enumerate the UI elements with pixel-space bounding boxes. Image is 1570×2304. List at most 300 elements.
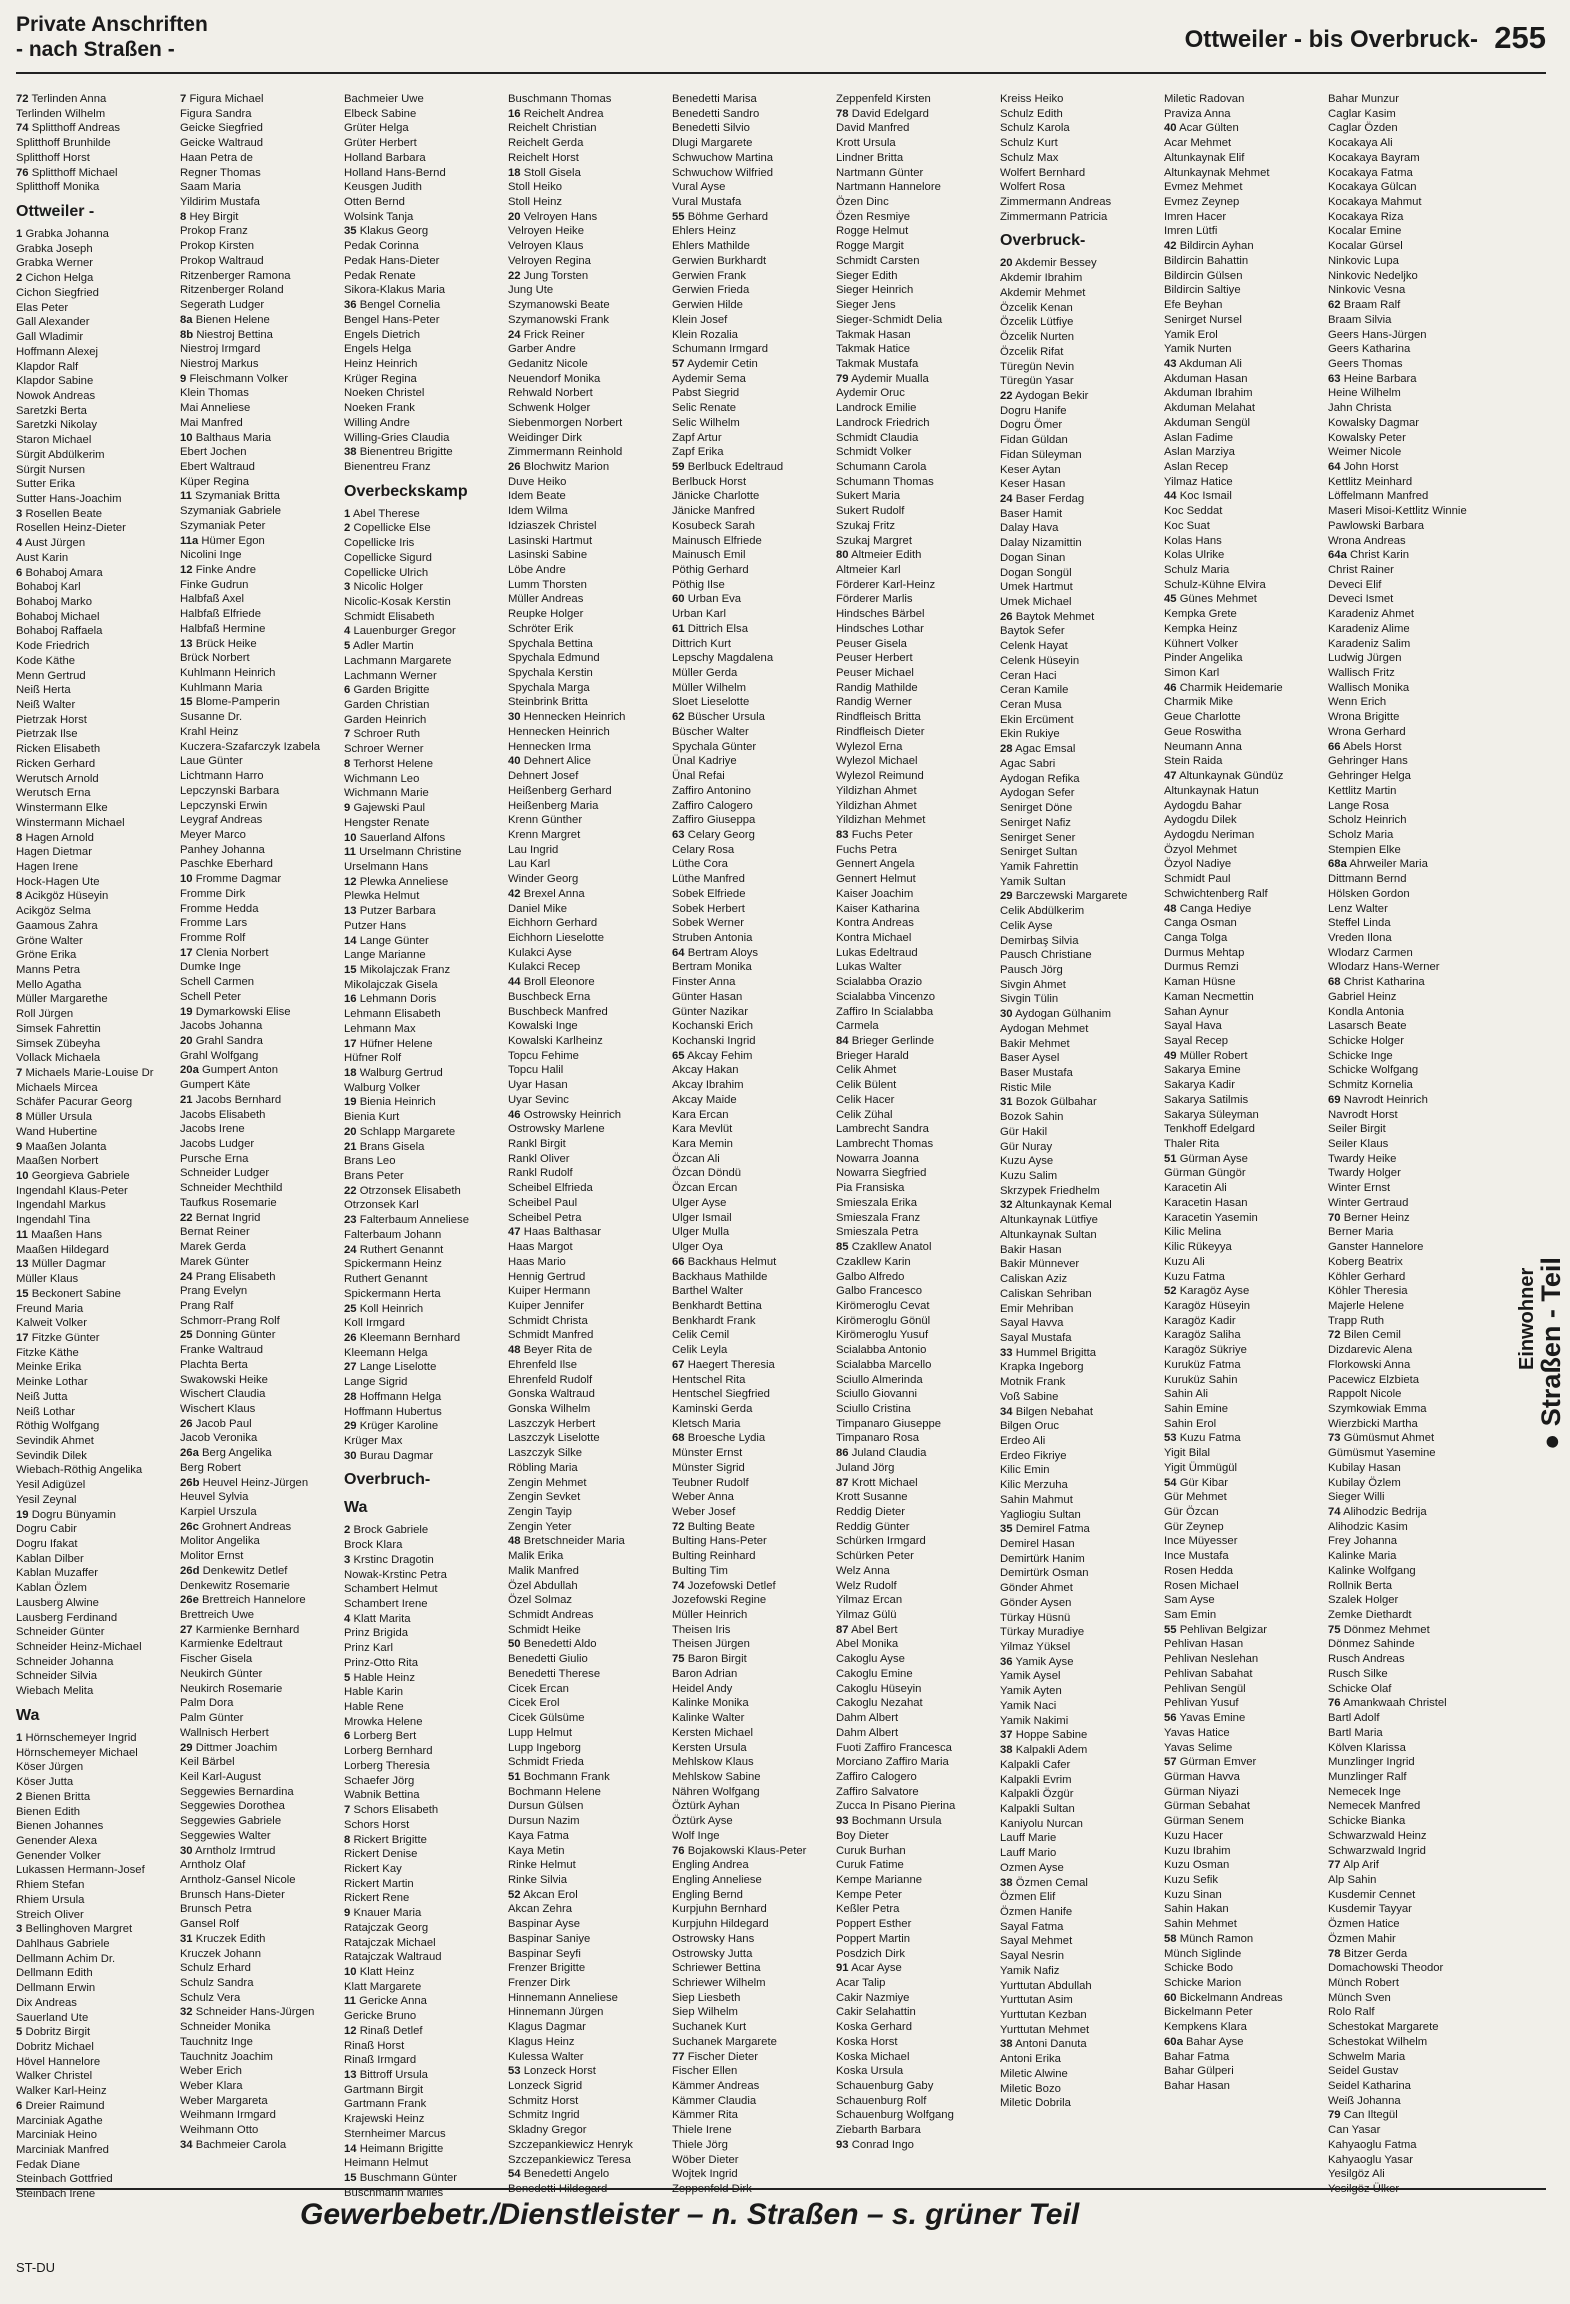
resident-entry: [180, 1785, 344, 1800]
resident-name: Finke Andre: [195, 564, 257, 576]
resident-entry: [1328, 2035, 1492, 2050]
resident-name: Demirel Fatma: [1015, 1523, 1090, 1536]
resident-entry: [672, 136, 836, 151]
resident-name: Karpiel Urszula: [180, 1506, 257, 1518]
resident-name: Klapdor Sabine: [16, 375, 94, 388]
resident-name: Zaffiro Antonino: [672, 784, 751, 797]
resident-name: Menn Gertrud: [16, 669, 86, 682]
directory-columns: [16, 92, 1492, 2201]
resident-entry: [1000, 1846, 1164, 1861]
resident-entry: [508, 2020, 672, 2035]
house-number: 64: [672, 946, 685, 959]
resident-name: Urban Eva: [687, 593, 742, 606]
resident-entry: [16, 1805, 180, 1820]
resident-entry: [1328, 1417, 1492, 1432]
resident-entry: [836, 2079, 1000, 2094]
resident-name: Benedetti Giulio: [508, 1653, 588, 1666]
resident-entry: [508, 386, 672, 401]
resident-name: Pöthig Ilse: [672, 578, 725, 591]
house-number: 30: [344, 1449, 357, 1462]
resident-name: Türkay Hüsnü: [1000, 1611, 1071, 1624]
resident-name: Aydemir Cetin: [687, 357, 758, 370]
resident-entry: [1164, 357, 1328, 372]
resident-entry: [508, 784, 672, 799]
resident-name: Curuk Fatime: [836, 1859, 904, 1872]
resident-entry: [1000, 433, 1164, 448]
resident-name: Gajewski Paul: [353, 802, 426, 815]
resident-entry: [672, 1137, 836, 1152]
resident-entry: [180, 651, 344, 666]
resident-entry: [1164, 1166, 1328, 1181]
resident-name: Schmidt Carsten: [836, 254, 920, 267]
house-number: 57: [1164, 1756, 1177, 1769]
resident-entry: [16, 786, 180, 801]
resident-entry: [508, 504, 672, 519]
house-number: 42: [508, 887, 521, 900]
resident-name: Zucca In Pisano Pierina: [836, 1800, 956, 1813]
resident-name: Landrock Friedrich: [836, 416, 930, 429]
resident-name: Nowarra Siegfried: [836, 1167, 927, 1180]
house-number: 72: [672, 1520, 685, 1533]
resident-entry: [180, 828, 344, 843]
resident-entry: [344, 1877, 508, 1892]
resident-name: Kocalar Emine: [1328, 225, 1402, 238]
resident-name: Szymaniak Peter: [180, 519, 266, 532]
resident-name: Krott Ursula: [836, 137, 896, 150]
resident-name: Wabnik Bettina: [344, 1789, 420, 1802]
resident-entry: [16, 875, 180, 890]
resident-name: Teubner Rudolf: [672, 1476, 749, 1489]
resident-entry: [16, 1434, 180, 1449]
resident-entry: [672, 475, 836, 490]
resident-entry: [1164, 92, 1328, 107]
resident-entry: [1328, 1299, 1492, 1314]
house-number: 36: [1000, 1655, 1013, 1668]
resident-entry: [672, 695, 836, 710]
resident-name: Dogru Ifakat: [16, 1538, 78, 1550]
resident-entry: [344, 1950, 508, 1965]
resident-entry: [344, 1759, 508, 1774]
resident-entry: [180, 475, 344, 490]
resident-name: Benkhardt Bettina: [672, 1299, 762, 1312]
resident-name: Türegün Nevin: [1000, 360, 1075, 373]
resident-name: Walburg Volker: [344, 1081, 421, 1094]
resident-name: Münster Sigrid: [672, 1461, 745, 1474]
resident-entry: [180, 239, 344, 254]
resident-entry: [344, 948, 508, 963]
resident-entry: [1164, 1534, 1328, 1549]
resident-name: Wichmann Marie: [344, 787, 429, 800]
resident-name: Aust Karin: [16, 551, 69, 564]
resident-name: Sevindik Ahmet: [16, 1434, 94, 1447]
resident-entry: [508, 622, 672, 637]
resident-entry: [836, 872, 1000, 887]
resident-name: Gall Wladimir: [16, 331, 84, 344]
resident-entry: [1000, 521, 1164, 536]
resident-entry: [1328, 1726, 1492, 1741]
resident-name: Neiß Walter: [16, 699, 76, 712]
resident-name: Amankwaah Christel: [1343, 1697, 1447, 1710]
resident-name: Sloet Lieselotte: [672, 696, 750, 709]
resident-name: Aydogan Mehmet: [1000, 1022, 1089, 1035]
resident-entry: [1328, 1564, 1492, 1579]
resident-entry: [1000, 551, 1164, 566]
resident-name: Schwarzwald Ingrid: [1328, 1844, 1426, 1857]
resident-name: Fuchs Peter: [851, 828, 913, 841]
resident-entry: [1000, 136, 1164, 151]
resident-name: Bozok Gülbahar: [1015, 1096, 1097, 1109]
resident-name: Benedetti Therese: [508, 1667, 601, 1680]
resident-entry: [508, 1373, 672, 1388]
resident-name: Trapp Ruth: [1328, 1314, 1385, 1327]
resident-entry: [16, 1140, 180, 1155]
resident-entry: [344, 1272, 508, 1287]
resident-name: Hennecken Heinrich: [508, 725, 610, 738]
resident-name: Özmen Cemal: [1015, 1876, 1088, 1889]
resident-name: Kablan Dilber: [16, 1552, 84, 1565]
resident-entry: [672, 2005, 836, 2020]
resident-name: Abel Monika: [836, 1638, 899, 1651]
resident-name: Zimmermann Andreas: [1000, 196, 1112, 209]
resident-name: Kempkens Klara: [1164, 2021, 1247, 2034]
resident-name: Cichon Helga: [25, 272, 94, 285]
resident-name: Schneider Silvia: [16, 1670, 98, 1683]
resident-entry: [1164, 489, 1328, 504]
resident-name: Schumann Irmgard: [672, 343, 769, 356]
resident-entry: [1000, 121, 1164, 136]
resident-entry: [1164, 2064, 1328, 2079]
resident-name: Prinz Brigida: [344, 1627, 409, 1640]
resident-name: Fedak Diane: [16, 2158, 81, 2171]
resident-name: Spychala Bettina: [508, 637, 593, 650]
house-number: 28: [1000, 743, 1013, 756]
resident-name: Blome-Pamperin: [195, 696, 280, 709]
house-number: 12: [344, 875, 357, 888]
resident-entry: [508, 298, 672, 313]
resident-entry: [180, 298, 344, 313]
resident-name: Akduman Sengül: [1164, 416, 1251, 429]
resident-entry: [1328, 254, 1492, 269]
resident-entry: [836, 342, 1000, 357]
resident-entry: [836, 1902, 1000, 1917]
house-number: 16: [344, 993, 357, 1006]
resident-name: Dönmez Mehmet: [1343, 1623, 1430, 1636]
resident-name: Thiele Jörg: [672, 2138, 728, 2151]
resident-entry: [180, 622, 344, 637]
resident-entry: [1000, 1478, 1164, 1493]
resident-name: Takmak Hatice: [836, 343, 911, 356]
resident-entry: [508, 1255, 672, 1270]
resident-entry: [344, 416, 508, 431]
resident-name: Ritzenberger Ramona: [180, 269, 291, 282]
resident-entry: [16, 1746, 180, 1761]
resident-entry: [180, 460, 344, 475]
resident-entry: [1000, 1669, 1164, 1684]
resident-entry: [16, 1996, 180, 2011]
resident-entry: [1000, 742, 1164, 757]
resident-name: Bildircin Saltiye: [1164, 284, 1241, 297]
resident-entry: [1000, 1154, 1164, 1169]
resident-name: Akcay Ibrahim: [672, 1079, 744, 1092]
resident-name: Zeppenfeld Dirk: [672, 2183, 752, 2196]
resident-name: Pursche Erna: [180, 1152, 249, 1165]
resident-entry: [180, 519, 344, 534]
resident-entry: [508, 872, 672, 887]
resident-name: Ekin Rukiye: [1000, 728, 1060, 741]
resident-name: Köhler Gerhard: [1328, 1270, 1406, 1283]
resident-entry: [16, 1154, 180, 1169]
resident-entry: [1000, 1360, 1164, 1375]
resident-entry: [16, 242, 180, 257]
resident-entry: [344, 1597, 508, 1612]
resident-entry: [180, 1211, 344, 1226]
resident-entry: [1164, 1255, 1328, 1270]
resident-name: Geicke Waltraud: [180, 137, 264, 150]
resident-name: Özmen Mahir: [1328, 1932, 1396, 1945]
street-heading: Ottweiler -: [16, 203, 95, 221]
resident-name: Caliskan Sehriban: [1000, 1287, 1092, 1300]
resident-entry: [1000, 566, 1164, 581]
house-number: 75: [672, 1653, 685, 1666]
house-number: 38: [1000, 1876, 1013, 1889]
resident-name: Kuzu Ibrahim: [1164, 1844, 1231, 1857]
resident-name: Hentschel Siegfried: [672, 1388, 770, 1401]
resident-entry: [1000, 1684, 1164, 1699]
resident-name: Zimmermann Patricia: [1000, 210, 1108, 223]
resident-name: Segerath Ludger: [180, 299, 265, 312]
house-number: 6: [16, 2099, 23, 2112]
resident-name: Rinke Helmut: [508, 1859, 576, 1872]
resident-entry: [16, 1360, 180, 1375]
resident-name: Gumpert Käte: [180, 1079, 251, 1092]
resident-name: Niestroj Irmgard: [180, 343, 261, 356]
resident-entry: [1328, 843, 1492, 858]
resident-entry: [672, 254, 836, 269]
resident-name: Nartmann Günter: [836, 166, 924, 179]
resident-entry: [180, 1078, 344, 1093]
resident-name: Kilic Melina: [1164, 1226, 1222, 1239]
resident-entry: [16, 286, 180, 301]
resident-entry: [180, 224, 344, 239]
resident-entry: [344, 566, 508, 581]
resident-name: Münch Siglinde: [1164, 1947, 1242, 1960]
resident-entry: [836, 1593, 1000, 1608]
resident-entry: [672, 857, 836, 872]
resident-name: Lukas Edeltraud: [836, 946, 918, 959]
resident-name: Klagus Dagmar: [508, 2021, 586, 2034]
resident-entry: [16, 624, 180, 639]
resident-name: Dalay Nizamittin: [1000, 537, 1082, 550]
resident-name: Sieger-Schmidt Delia: [836, 313, 943, 326]
resident-name: Mainusch Elfriede: [672, 534, 762, 547]
resident-entry: [16, 595, 180, 610]
resident-name: Zeppenfeld Kirsten: [836, 93, 931, 105]
resident-entry: [180, 431, 344, 446]
resident-entry: [508, 1270, 672, 1285]
resident-entry: [508, 578, 672, 593]
resident-entry: [344, 786, 508, 801]
resident-entry: [344, 2039, 508, 2054]
resident-name: Garber Andre: [508, 343, 576, 356]
resident-name: Seggewies Bernardina: [180, 1785, 294, 1798]
resident-entry: [508, 431, 672, 446]
resident-entry: [672, 769, 836, 784]
resident-name: Sieger Jens: [836, 299, 896, 312]
resident-entry: [1164, 1682, 1328, 1697]
resident-name: Schell Peter: [180, 990, 241, 1003]
resident-name: Lauff Marie: [1000, 1832, 1057, 1845]
resident-entry: [1000, 1449, 1164, 1464]
house-number: 24: [344, 1243, 357, 1256]
resident-name: Hey Birgit: [189, 210, 239, 223]
resident-entry: [344, 521, 508, 536]
resident-entry: [508, 121, 672, 136]
resident-name: Münster Ernst: [672, 1447, 743, 1460]
resident-entry: [1000, 1257, 1164, 1272]
resident-name: Arntholz Irmtrud: [195, 1844, 276, 1857]
house-number: 63: [1328, 372, 1341, 385]
resident-name: Acar Mehmet: [1164, 137, 1232, 150]
resident-name: Bohaboj Michael: [16, 610, 100, 623]
resident-entry: [508, 151, 672, 166]
resident-entry: [1328, 1049, 1492, 1064]
house-number: 3: [16, 1923, 23, 1936]
resident-name: Weimer Nicole: [1328, 446, 1402, 459]
resident-name: Wallisch Monika: [1328, 681, 1410, 694]
resident-name: Koberg Beatrix: [1328, 1255, 1403, 1268]
resident-entry: [16, 889, 180, 904]
resident-name: Celik Cemil: [672, 1329, 730, 1342]
resident-entry: [16, 2025, 180, 2040]
resident-name: Kulakci Recep: [508, 961, 581, 974]
resident-entry: [836, 489, 1000, 504]
resident-entry: [508, 695, 672, 710]
resident-entry: [1164, 710, 1328, 725]
resident-name: Laszczyk Silke: [508, 1447, 583, 1460]
resident-name: Yamik Nafiz: [1000, 1964, 1060, 1977]
resident-entry: [836, 2123, 1000, 2138]
resident-entry: [1328, 1019, 1492, 1034]
resident-name: Efe Beyhan: [1164, 299, 1223, 312]
resident-name: Berlbuck Horst: [672, 475, 747, 488]
resident-name: Deveci Elif: [1328, 578, 1382, 591]
resident-name: Umek Hartmut: [1000, 581, 1073, 594]
resident-entry: [16, 1522, 180, 1537]
house-number: 62: [672, 711, 685, 724]
resident-name: Wand Hubertine: [16, 1125, 98, 1138]
resident-name: Sahin Mehmet: [1164, 1918, 1237, 1931]
resident-entry: [1328, 872, 1492, 887]
house-number: 10: [180, 431, 193, 444]
resident-entry: [1328, 2153, 1492, 2168]
resident-name: Kaya Fatma: [508, 1829, 569, 1842]
resident-entry: [180, 1505, 344, 1520]
resident-entry: [508, 1947, 672, 1962]
resident-entry: [1328, 563, 1492, 578]
resident-name: Aydemir Mualla: [851, 372, 929, 385]
resident-entry: [1164, 1549, 1328, 1564]
resident-name: Yamik Sultan: [1000, 875, 1066, 888]
house-number: 9: [344, 1907, 351, 1920]
resident-entry: [180, 1608, 344, 1623]
resident-entry: [836, 784, 1000, 799]
resident-name: Lepczynski Barbara: [180, 784, 280, 797]
resident-entry: [344, 2009, 508, 2024]
resident-entry: [836, 1476, 1000, 1491]
resident-entry: [1164, 813, 1328, 828]
resident-entry: [672, 740, 836, 755]
house-number: 58: [1164, 1932, 1177, 1945]
resident-entry: [672, 210, 836, 225]
resident-name: Halbfaß Axel: [180, 593, 245, 606]
resident-entry: [1000, 1375, 1164, 1390]
resident-name: Bitzer Gerda: [1343, 1947, 1408, 1960]
house-number: 26a: [180, 1447, 199, 1460]
resident-name: Özcelik Kenan: [1000, 301, 1073, 314]
resident-name: Copellicke Iris: [344, 537, 415, 550]
resident-name: Klapdor Ralf: [16, 360, 79, 373]
resident-entry: [1328, 2079, 1492, 2094]
resident-name: Schwarzwald Heinz: [1328, 1829, 1427, 1842]
resident-entry: [16, 963, 180, 978]
resident-name: Wylezol Michael: [836, 755, 918, 768]
resident-entry: [1000, 1493, 1164, 1508]
resident-name: Münch Robert: [1328, 1977, 1399, 1989]
resident-entry: [1000, 1022, 1164, 1037]
resident-name: Gürman Senem: [1164, 1815, 1244, 1828]
resident-name: Grabka Werner: [16, 257, 94, 270]
resident-entry: [508, 975, 672, 990]
resident-entry: [836, 1888, 1000, 1903]
resident-entry: [672, 931, 836, 946]
resident-name: Günter Hasan: [672, 990, 743, 1003]
resident-name: Motnik Frank: [1000, 1376, 1066, 1389]
resident-entry: [180, 887, 344, 902]
resident-name: Selic Wilhelm: [672, 416, 740, 429]
resident-entry: [836, 1314, 1000, 1329]
resident-entry: [836, 1446, 1000, 1461]
resident-name: Köser Jürgen: [16, 1761, 84, 1774]
resident-entry: [1164, 1917, 1328, 1932]
resident-name: Elbeck Sabine: [344, 107, 417, 120]
resident-name: Seiler Klaus: [1328, 1138, 1389, 1151]
house-number: 26: [508, 460, 521, 473]
resident-entry: [16, 492, 180, 507]
resident-entry: [836, 401, 1000, 416]
resident-name: Müller Gerda: [672, 667, 738, 680]
resident-entry: [1328, 1741, 1492, 1756]
header-subtitle: - nach Straßen -: [16, 38, 175, 61]
resident-entry: [1164, 136, 1328, 151]
resident-name: Dellmann Achim Dr.: [16, 1952, 116, 1965]
resident-name: Ehlers Mathilde: [672, 240, 750, 253]
resident-entry: [344, 372, 508, 387]
resident-name: Altunkaynak Lütfiye: [1000, 1214, 1098, 1227]
resident-entry: [836, 386, 1000, 401]
resident-entry: [1000, 1920, 1164, 1935]
resident-name: Rusch Silke: [1328, 1667, 1388, 1680]
resident-name: Barczewski Margarete: [1015, 890, 1128, 903]
resident-name: Alihodzic Kasim: [1328, 1520, 1408, 1533]
resident-name: Dahlhaus Gabriele: [16, 1937, 110, 1950]
resident-entry: [836, 1490, 1000, 1505]
resident-name: Heinz Heinrich: [344, 357, 418, 370]
resident-name: Schürken Peter: [836, 1550, 914, 1563]
house-number: 15: [344, 2172, 357, 2185]
resident-entry: [180, 2094, 344, 2109]
resident-entry: [508, 475, 672, 490]
resident-entry: [16, 1272, 180, 1287]
